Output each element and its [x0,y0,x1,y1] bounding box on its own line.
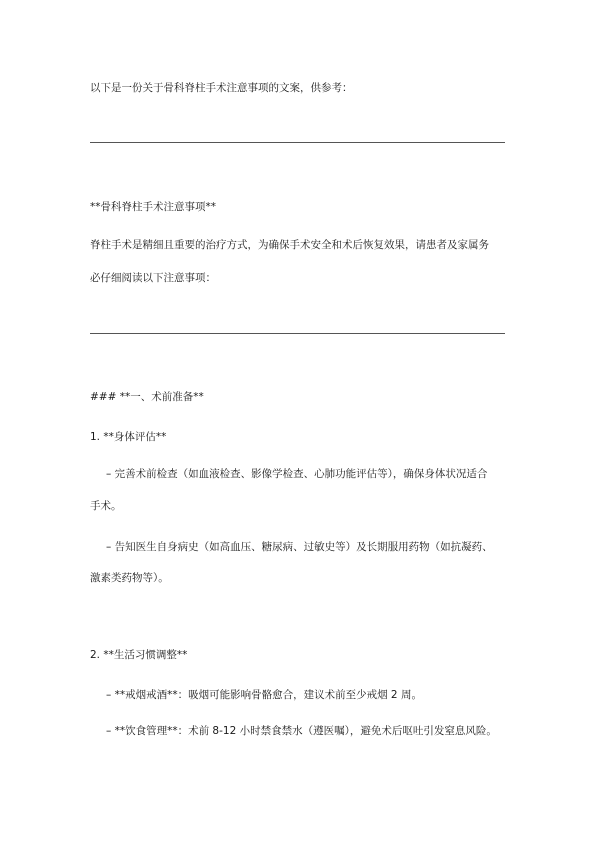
list-item-title: 2. **生活习惯调整** [90,649,188,661]
list-bullet-continuation: 手术。 [90,500,122,512]
intro-text: 以下是一份关于骨科脊柱手术注意事项的文案，供参考： [90,82,353,94]
divider [90,333,505,334]
list-item-title: 1. **身体评估** [90,431,167,443]
list-bullet: – 完善术前检查（如血液检查、影像学检查、心肺功能评估等），确保身体状况适合 [106,468,488,480]
list-bullet: – **戒烟戒酒**：吸烟可能影响骨骼愈合，建议术前至少戒烟 2 周。 [106,689,422,701]
list-bullet: – 告知医生自身病史（如高血压、糖尿病、过敏史等）及长期服用药物（如抗凝药、 [106,541,493,553]
document-title: **骨科脊柱手术注意事项** [90,201,216,213]
divider [90,142,505,143]
section-heading: ### **一、术前准备** [90,391,204,403]
lead-paragraph-line-2: 必仔细阅读以下注意事项： [90,272,216,284]
list-bullet-continuation: 激素类药物等）。 [90,572,169,584]
lead-paragraph-line-1: 脊柱手术是精细且重要的治疗方式，为确保手术安全和术后恢复效果，请患者及家属务 [90,239,489,251]
list-bullet: – **饮食管理**：术前 8-12 小时禁食禁水（遵医嘱），避免术后呕吐引发窒息风险。 [106,725,497,737]
